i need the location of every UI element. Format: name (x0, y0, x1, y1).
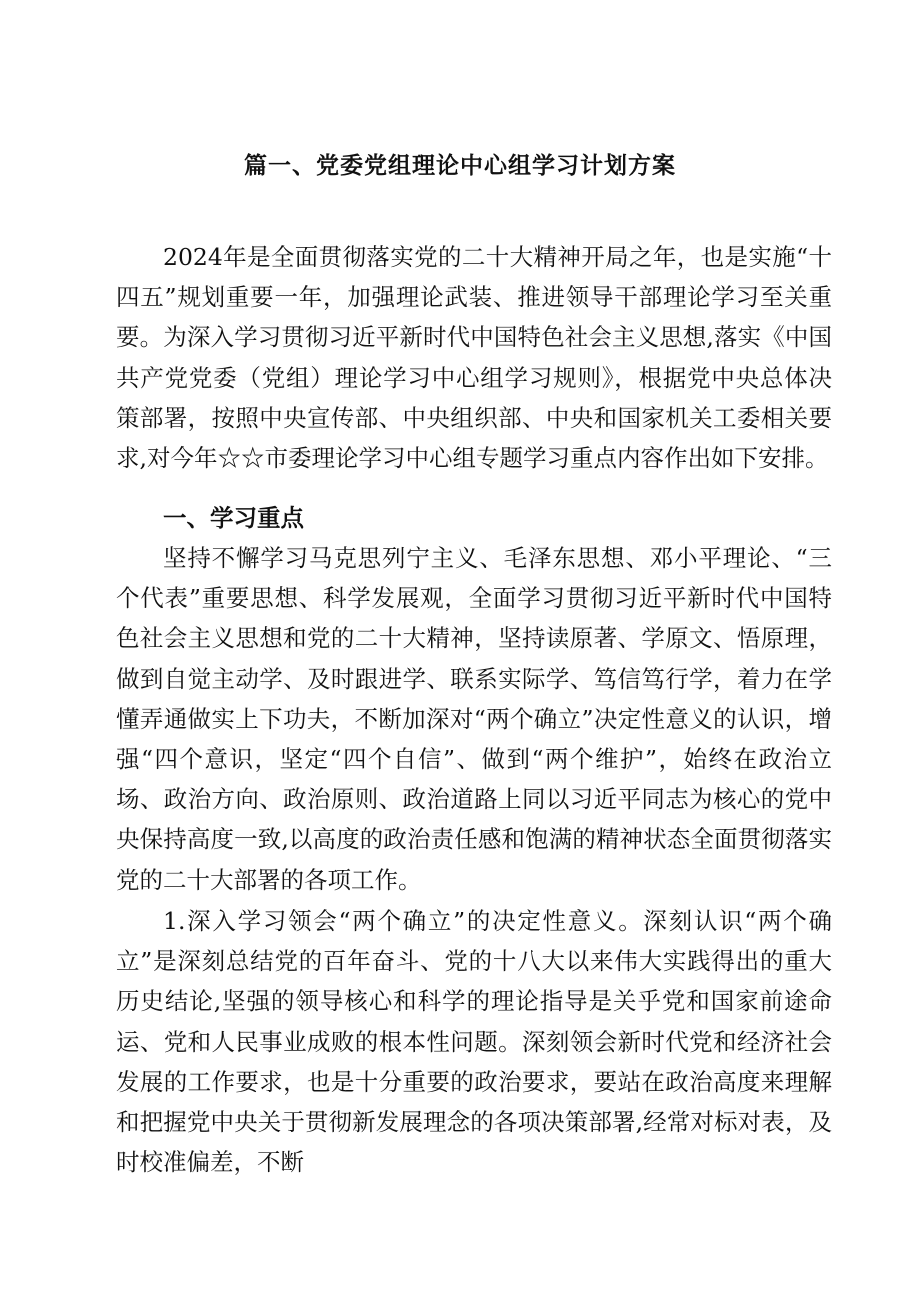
item-1-paragraph: 1.深入学习领会“两个确立”的决定性意义。深刻认识“两个确立”是深刻总结党的百年奋斗、党的十八大以来伟大实践得出的重大历史结论,坚强的领导核心和科学的理论指导是关乎党和国家前途命运、党和人民事业成败的根本性问题。深刻领会新时代党和经济社会发展的工作要求，也是十分重要的政治要求，要站在政治高度来理解和把握党中央关于贯彻新发展理念的各项决策部署,经常对标对表，及时校准偏差，不断 (116, 907, 832, 1177)
section-body-paragraph: 坚持不懈学习马克思列宁主义、毛泽东思想、邓小平理论、“三个代表”重要思想、科学发展观，全面学习贯彻习近平新时代中国特色社会主义思想和党的二十大精神，坚持读原著、学原文、悟原理，做到自觉主动学、及时跟进学、联系实际学、笃信笃行学，着力在学懂弄通做实上下功夫，不断加深对“两个确立”决定性意义的认识，增强“四个意识，坚定“四个自信”、做到“两个维护”，始终在政治立场、政治方向、政治原则、政治道路上同以习近平同志为核心的党中央保持高度一致,以高度的政治责任感和饱满的精神状态全面贯彻落实党的二十大部署的各项工作。 (116, 544, 832, 894)
document-title: 篇一、党委党组理论中心组学习计划方案 (244, 152, 676, 179)
section-heading-study-focus: 一、学习重点 (163, 504, 304, 532)
intro-paragraph: 2024年是全面贯彻落实党的二十大精神开局之年，也是实施“十四五”规划重要一年，加强理论武装、推进领导干部理论学习至关重要。为深入学习贯彻习近平新时代中国特色社会主义思想,落实《中国共产党党委（党组）理论学习中心组学习规则》，根据党中央总体决策部署，按照中央宣传部、中央组织部、中央和国家机关工委相关要求,对今年☆☆市委理论学习中心组专题学习重点内容作出如下安排。 (116, 243, 832, 473)
